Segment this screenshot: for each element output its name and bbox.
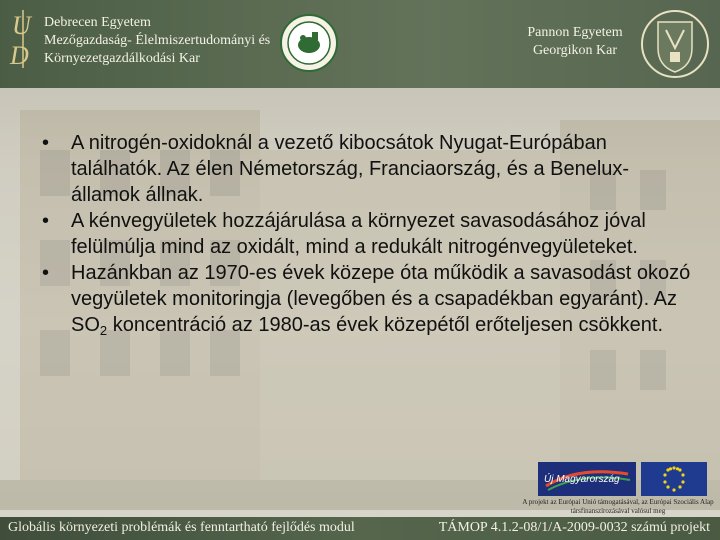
eu-flag-icon	[641, 462, 707, 496]
bullet-text-after: koncentráció az 1980-as évek közepétől erőteljesen csökkent.	[107, 314, 664, 336]
footer-project-id: TÁMOP 4.1.2-08/1/A-2009-0032 számú projekt	[438, 520, 710, 535]
university-crest-logo	[640, 8, 710, 80]
bullet-item	[42, 260, 692, 338]
header-left-line-1: Debrecen Egyetem	[44, 15, 151, 30]
bullet-text-before: Hazánkban az 1970-es évek közepe óta működik a savasodást okozó vegyületek monitoringja (levegőben és a csapadékban egyaránt). Az SO	[71, 262, 691, 336]
bullet-item	[42, 130, 692, 208]
header-right-line-2: Georgikon Kar	[532, 43, 618, 58]
header-right-line-1: Pannon Egyetem	[527, 25, 623, 40]
header-left-line-2: Mezőgazdaság- Élelmiszertudományi és	[44, 33, 271, 48]
footer-bar	[0, 517, 720, 540]
university-monogram-logo	[6, 6, 40, 72]
svg-text:D: D	[10, 41, 29, 70]
subscript-number: 2	[99, 323, 108, 338]
bullet-marker: •	[42, 132, 50, 154]
uj-magyarorszag-logo	[538, 462, 636, 496]
svg-text:Új Magyarország: Új Magyarország	[544, 474, 620, 485]
bullet-text: A kénvegyületek hozzájárulása a környezet savasodásához jóval felülmúlja mind az oxidált, mind a redukált nitrogénvegyületeket.	[71, 210, 646, 258]
header-right-institution	[520, 24, 630, 60]
footer-module-title: Globális környezeti problémák és fenntartható fejlődés modul	[8, 520, 355, 535]
bullet-text: A nitrogén-oxidoknál a vezető kibocsátok Nyugat-Európában találhatók. Az élen Németország, Franciaország, és a Benelux-államok állnak.	[71, 132, 630, 206]
svg-text:U: U	[12, 11, 31, 40]
header-left-line-3: Környezetgazdálkodási Kar	[44, 51, 200, 66]
slide-content	[42, 130, 692, 338]
faculty-seal-logo	[280, 14, 338, 72]
bullet-text	[71, 260, 692, 338]
bullet-marker: •	[42, 210, 50, 232]
bullet-marker: •	[42, 262, 50, 284]
bullet-item	[42, 208, 692, 260]
header-left-institution	[44, 14, 270, 68]
header-banner	[0, 0, 720, 88]
bullet-list	[42, 130, 692, 338]
eu-funding-caption: A projekt az Európai Unió támogatásával, az Európai Szociális Alap társfinanszírozásával valósul meg	[522, 498, 714, 515]
